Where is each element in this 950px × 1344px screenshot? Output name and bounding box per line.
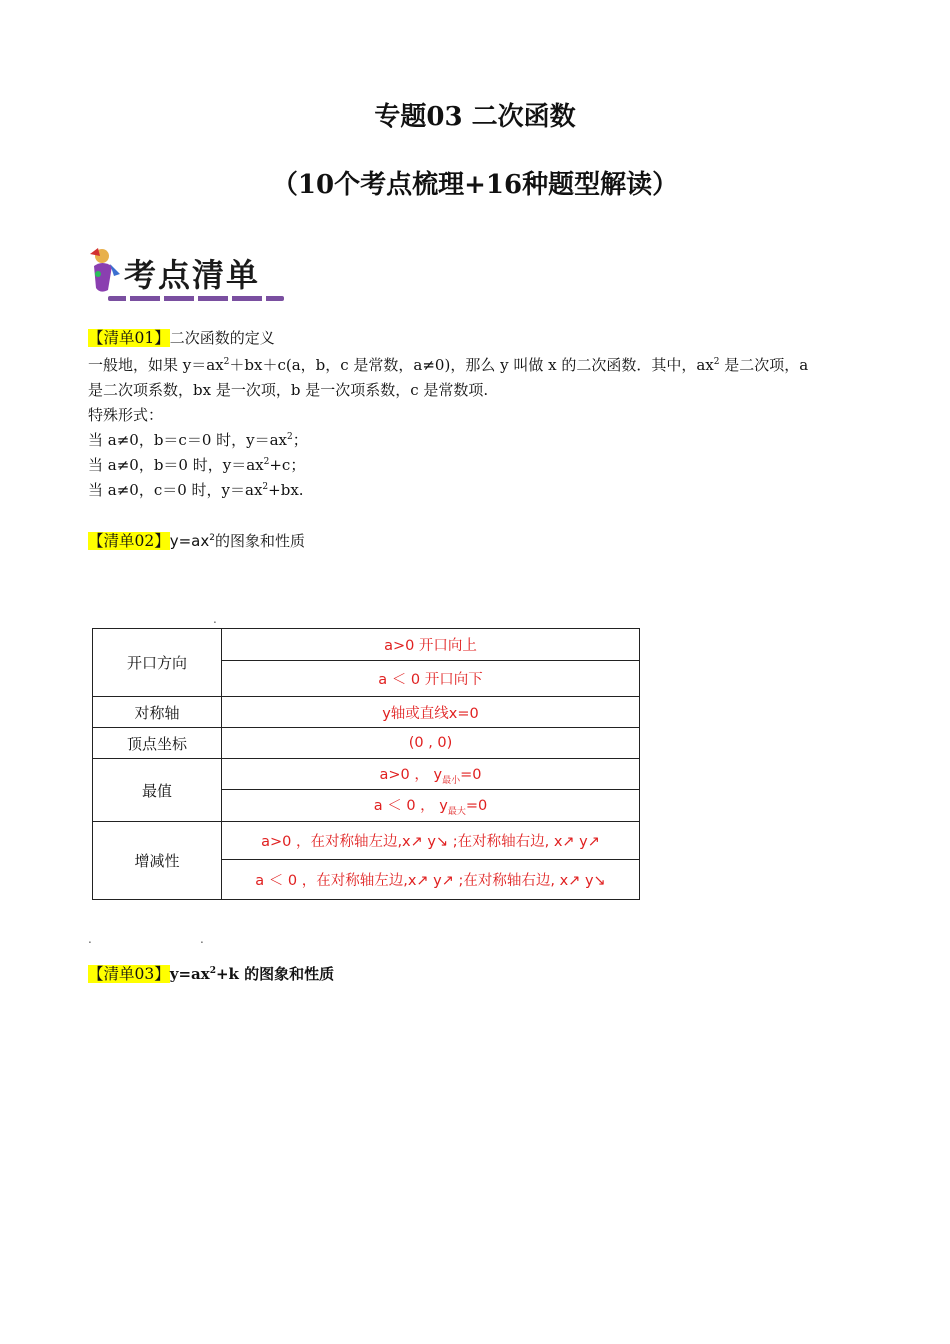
axis-label: 对称轴	[93, 697, 222, 728]
opening-up-value: a>0 开口向上	[222, 629, 640, 661]
monotonicity-label: 增减性	[93, 822, 222, 900]
section-02-heading	[88, 529, 305, 551]
extreme-min-value: a>0 ， $y_{最小}=0$	[222, 759, 640, 790]
axis-value: y轴或直线x=0	[222, 697, 640, 728]
opening-down-value: a ＜ 0 开口向下	[222, 661, 640, 697]
vertex-label: 顶点坐标	[93, 728, 222, 759]
definition-paragraph	[88, 353, 868, 503]
stray-dot: .	[88, 932, 92, 946]
monotonicity-positive: a>0 ，在对称轴左边,x↗ y↘ ;在对称轴右边, x↗ y↗	[222, 822, 640, 860]
doc-title: 专题03 二次函数	[374, 102, 576, 132]
section-title: $y=ax^2$的图象和性质	[169, 532, 305, 550]
vertex-value: (0 , 0)	[222, 728, 640, 759]
extreme-label: 最值	[93, 759, 222, 822]
section-tag: 【清单02】	[88, 532, 170, 550]
paragraph-line: 一般地，如果 $y=ax^2+bx+c(a$，b，c 是常数，a≠0)，那么 y 叫做 x 的二次函数．其中，$ax^2$ 是二次项，a	[88, 356, 809, 374]
section-title: $y=ax^2+k$ 的图象和性质	[169, 965, 335, 983]
wizard-figure-icon	[88, 244, 122, 304]
section-03-heading	[88, 962, 334, 984]
section-01-heading	[88, 326, 275, 348]
badge-dots	[126, 294, 276, 303]
paragraph-line: 特殊形式：	[88, 406, 164, 424]
properties-table	[92, 628, 640, 900]
paragraph-line: 当 a≠0，c＝0 时，$y=ax^2+bx$.	[88, 481, 304, 499]
section-tag: 【清单03】	[88, 965, 170, 983]
doc-subtitle: （10个考点梳理+16种题型解读）	[271, 170, 679, 200]
paragraph-line: 是二次项系数，bx 是一次项，b 是一次项系数，c 是常数项.	[88, 381, 489, 399]
kaodian-badge	[88, 244, 284, 306]
opening-label: 开口方向	[93, 629, 222, 697]
paragraph-line: 当 a≠0，b＝c＝0 时，$y=ax^2$；	[88, 431, 308, 449]
stray-dot: .	[200, 932, 204, 946]
paragraph-line: 当 a≠0，b＝0 时，$y=ax^2+c$；	[88, 456, 306, 474]
section-title: 二次函数的定义	[169, 329, 275, 347]
monotonicity-negative: a ＜ 0 ，在对称轴左边,x↗ y↗ ;在对称轴右边, x↗ y↘	[222, 860, 640, 900]
extreme-max-value: a ＜ 0 ， $y_{最大}=0$	[222, 790, 640, 822]
badge-label: 考点清单	[124, 256, 261, 294]
stray-dot: .	[213, 612, 217, 626]
section-tag: 【清单01】	[88, 329, 170, 347]
